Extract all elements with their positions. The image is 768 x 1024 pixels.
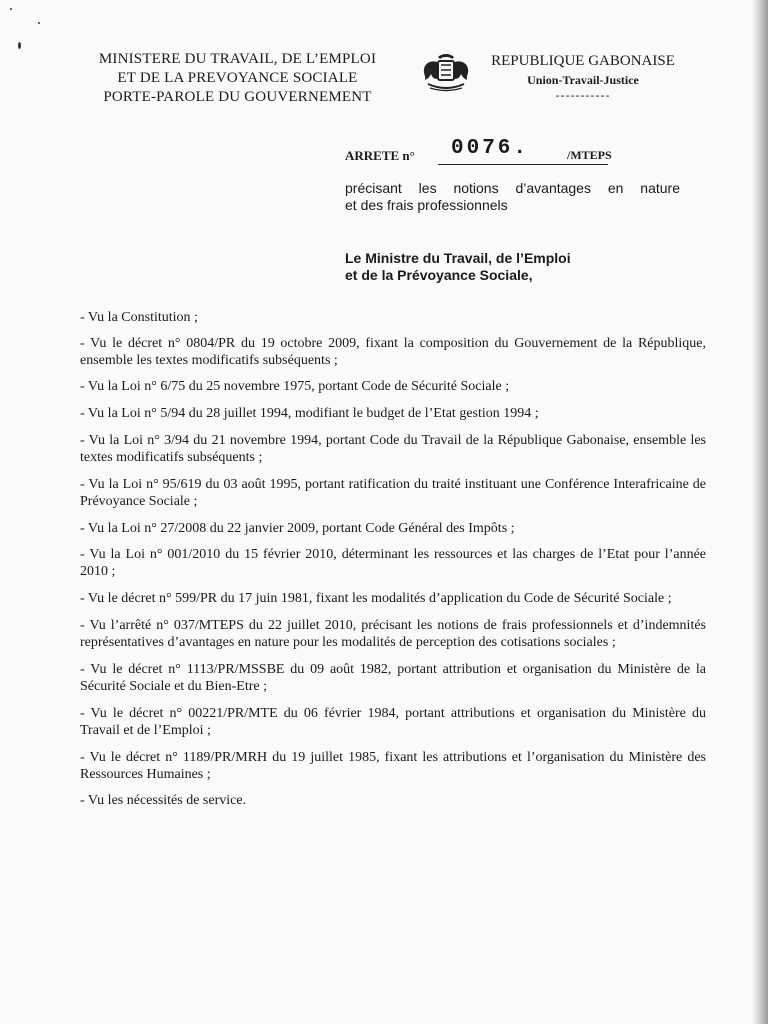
visa-item: - Vu le décret n° 00221/PR/MTE du 06 février 1984, portant attributions et organisation du Ministère du Travail et de l’Emploi ;: [80, 706, 706, 738]
visa-item: - Vu la Loi n° 6/75 du 25 novembre 1975, portant Code de Sécurité Sociale ;: [80, 379, 510, 394]
scan-speck: [18, 42, 21, 49]
visa-item: - Vu la Loi n° 001/2010 du 15 février 2010, déterminant les ressources et las charges de l’Etat pour l’année 2010 ;: [80, 547, 706, 579]
ministry-header: [60, 50, 415, 107]
visa-item: - Vu le décret n° 1113/PR/MSSBE du 09 août 1982, portant attribution et organisation du Ministère de la Sécurité Sociale et du Bien-Etre ;: [80, 662, 706, 694]
arrete-number: 0076.: [451, 137, 530, 160]
arrete-suffix: /MTEPS: [567, 148, 612, 162]
visa-item: - Vu le décret n° 1189/PR/MRH du 19 juillet 1985, fixant les attributions et l’organisation du Ministère des Ressources Humaines ;: [80, 750, 706, 782]
visa-item: - Vu la Loi n° 27/2008 du 22 janvier 2009, portant Code Général des Impôts ;: [80, 521, 515, 536]
ministry-line-1: MINISTERE DU TRAVAIL, DE L’EMPLOI: [98, 51, 377, 67]
scan-edge-shadow: [752, 0, 768, 1024]
arrete-label: ARRETE n°: [345, 148, 415, 163]
header-separator: -----------: [555, 88, 611, 102]
subject-line-1: précisant les notions d’avantages en nature: [345, 180, 680, 196]
visa-item: - Vu la Loi n° 5/94 du 28 juillet 1994, modifiant le budget de l’Etat gestion 1994 ;: [80, 406, 539, 421]
minister-line-1: Le Ministre du Travail, de l’Emploi: [345, 250, 571, 266]
visa-item: - Vu la Loi n° 95/619 du 03 août 1995, portant ratification du traité instituant une Conférence Interafricaine de Prévoyance Sociale ;: [80, 477, 706, 509]
visa-item: - Vu le décret n° 0804/PR du 19 octobre 2009, fixant la composition du Gouvernement de la République, ensemble les textes modificatifs subséquents ;: [80, 336, 706, 368]
visa-item: - Vu l’arrêté n° 037/MTEPS du 22 juillet 2010, précisant les notions de frais professionnels et d’indemnités représentatives d’avantages en nature pour les modalités de perception des cotisations sociales ;: [80, 618, 706, 650]
country-name: REPUBLIQUE GABONAISE: [491, 53, 675, 69]
visa-item: - Vu les nécessités de service.: [80, 793, 247, 808]
ministry-line-2: ET DE LA PREVOYANCE SOCIALE: [117, 70, 358, 86]
national-motto: Union-Travail-Justice: [527, 73, 639, 87]
arrete-number-block: [345, 137, 675, 169]
minister-title: [345, 250, 685, 284]
visa-list: [80, 309, 706, 809]
ministry-line-3: PORTE-PAROLE DU GOUVERNEMENT: [103, 89, 372, 105]
visa-item: - Vu la Constitution ;: [80, 310, 198, 325]
scan-speck: [38, 22, 40, 24]
subject-line-2: et des frais professionnels: [345, 197, 508, 213]
arrete-subject: [345, 180, 680, 214]
minister-line-2: et de la Prévoyance Sociale,: [345, 267, 533, 283]
number-underline: [438, 164, 608, 165]
republic-header: [478, 52, 688, 102]
visa-item: - Vu le décret n° 599/PR du 17 juin 1981, fixant les modalités d’application du Code de Sécurité Sociale ;: [80, 591, 672, 606]
visa-item: - Vu la Loi n° 3/94 du 21 novembre 1994, portant Code du Travail de la République Gabonaise, ensemble les textes modificatifs subséquents ;: [80, 433, 706, 465]
scan-speck: [10, 8, 12, 10]
coat-of-arms-icon: [416, 50, 476, 94]
